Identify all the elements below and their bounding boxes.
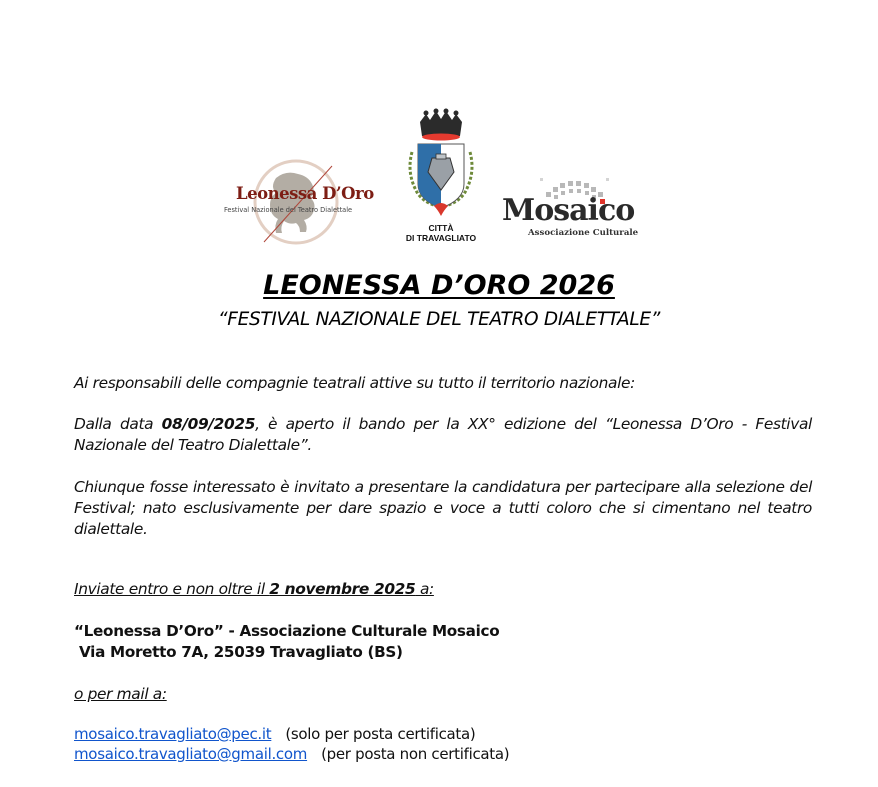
announcement-text-after: , è aperto il bando per la XX° edizione del “Leonessa D’Oro - Festival Nazionale del Teatro Dialettale”. (74, 415, 812, 454)
email-link-gmail[interactable]: mosaico.travagliato@gmail.com (74, 745, 308, 763)
coat-of-arms-icon (398, 108, 484, 218)
deadline-text-after: a: (415, 580, 434, 598)
citta-di-travagliato-crest (398, 108, 484, 250)
deadline-line (74, 579, 812, 600)
email-row (74, 744, 509, 764)
leonessa-logo-title: Leonessa D’Oro (236, 184, 374, 203)
announcement-paragraph (74, 414, 812, 456)
email-note: (solo per posta certificata) (285, 725, 476, 743)
page-subtitle: “FESTIVAL NAZIONALE DEL TEATRO DIALETTALE” (217, 309, 661, 330)
mosaico-logo (498, 176, 648, 244)
leonessa-doro-logo (224, 158, 386, 246)
email-link-pec[interactable]: mosaico.travagliato@pec.it (74, 725, 272, 743)
mosaico-logo-title: Mosaico (502, 193, 635, 228)
crest-label-line1: CITTÀ (428, 223, 454, 233)
deadline-date: 2 novembre 2025 (269, 580, 416, 598)
greeting-paragraph: Ai responsabili delle compagnie teatrali attive su tutto il territorio nazionale: (74, 374, 635, 392)
mail-intro: o per mail a: (74, 685, 167, 703)
page-title-text: LEONESSA D’ORO 2026 (263, 270, 615, 301)
page-title (0, 269, 878, 303)
announcement-text-before: Dalla data (74, 415, 162, 433)
email-row (74, 724, 475, 744)
leonessa-logo-subtitle: Festival Nazionale del Teatro Dialettale (224, 206, 353, 214)
email-note: (per posta non certificata) (321, 745, 510, 763)
announcement-date: 08/09/2025 (161, 415, 256, 433)
deadline-text-before: Inviate entro e non oltre il (74, 580, 270, 598)
crest-label-line2: DI TRAVAGLIATO (405, 233, 477, 243)
mosaico-logo-subtitle: Associazione Culturale (528, 228, 639, 238)
address-line-2: Via Moretto 7A, 25039 Travagliato (BS) (74, 643, 403, 661)
invitation-paragraph: Chiunque fosse interessato è invitato a presentare la candidatura per partecipare alla selezione del Festival; nato esclusivamente per dare spazio e voce a tutti coloro che si cimentano nel teatro dialettale. (74, 478, 812, 538)
address-line-1: “Leonessa D’Oro” - Associazione Culturale Mosaico (74, 622, 500, 640)
